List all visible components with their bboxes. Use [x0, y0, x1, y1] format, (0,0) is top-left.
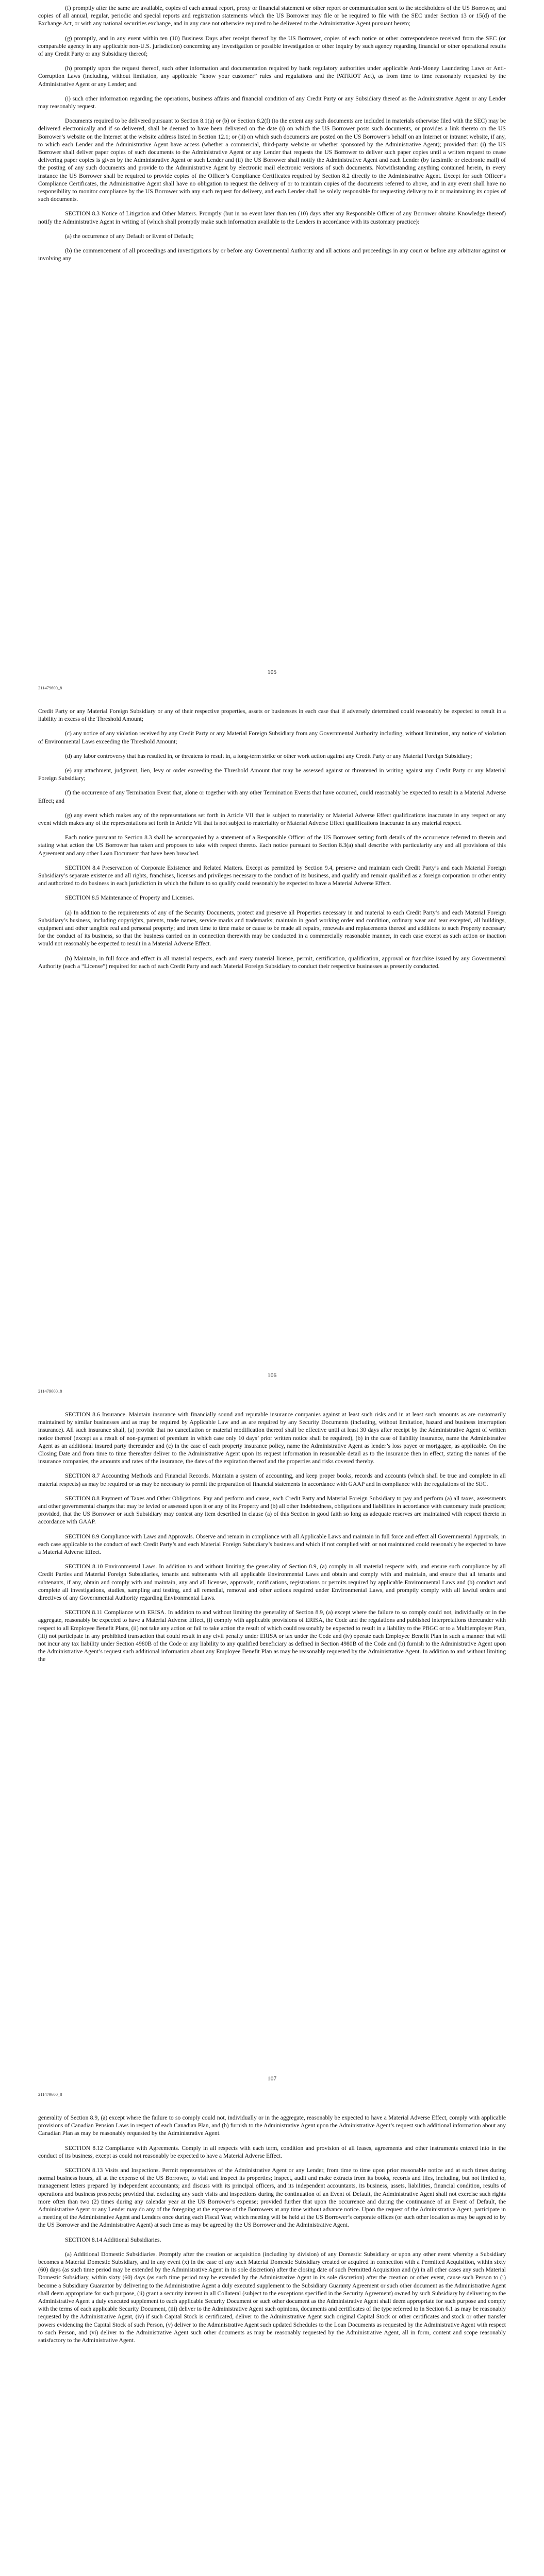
section-heading-paragraph: SECTION 8.11 Compliance with ERISA. In addition to and without limiting the generality of Section 8.9, (a) except where the failure to so comply could not, individually or in the aggregate, reasonably be expected to have a Material Adverse Effect, (i) comply with applicable provisions of ERISA, the Code and the regulations and published interpretations thereunder with respect to all Employee Benefit Plans, (ii) not take any action or fail to take action the result of which could reasonably be expected to result in a liability to the PBGC or to a Multiemployer Plan, (iii) not participate in any prohibited transaction that could result in any civil penalty under ERISA or tax under the Code and (iv) operate each Employee Benefit Plan in such a manner that will not incur any tax liability under Section 4980B of the Code or any liability to any qualified beneficiary as defined in Section 4980B of the Code and (b) furnish to the Administrative Agent upon the Administrative Agent’s request such additional information about any Employee Benefit Plan as may be reasonably requested by the Administrative Agent. In addition to and without limiting the: [38, 1609, 506, 1663]
section-heading-paragraph: SECTION 8.13 Visits and Inspections. Permit representatives of the Administrative Agent or any Lender, from time to time upon prior reasonable notice and at such times during normal business hours, all at the expense of the US Borrower, to visit and inspect its properties; inspect, audit and make extracts from its books, records and files, including, but not limited to, management letters prepared by independent accountants; and discuss with its principal officers, and its independent accountants, its business, assets, liabilities, financial condition, results of operations and business prospects; provided that excluding any such visits and inspections during the continuation of an Event of Default, the Administrative Agent shall not exercise such rights more often than two (2) times during any calendar year at the US Borrower’s expense; provided further that upon the occurrence and during the continuance of an Event of Default, the Administrative Agent or any Lender may do any of the foregoing at the expense of the Borrowers at any time without advance notice. Upon the request of the Administrative Agent, participate in a meeting of the Administrative Agent and Lenders once during each Fiscal Year, which meeting will be held at the US Borrower’s corporate offices (or such other location as may be agreed to by the US Borrower and the Administrative Agent) at such time as may be agreed by the US Borrower and the Administrative Agent.: [38, 2167, 506, 2229]
paragraph: Each notice pursuant to Section 8.3 shall be accompanied by a statement of a Responsible Officer of the US Borrower setting forth details of the occurrence referred to therein and stating what action the US Borrower has taken and proposes to take with respect thereto. Each notice pursuant to Section 8.3(a) shall describe with particularity any and all provisions of this Agreement and any other Loan Document that have been breached.: [38, 834, 506, 857]
page-106: [0, 703, 544, 1406]
paragraph: (a) the occurrence of any Default or Event of Default;: [65, 232, 194, 240]
page-number: 105: [267, 669, 277, 675]
page-number: 106: [267, 1372, 277, 1379]
page-107: [0, 1406, 544, 2110]
document-id: 211479600_8: [38, 2092, 62, 2097]
paragraph: (a) In addition to the requirements of any of the Security Documents, protect and preserve all Properties necessary in and material to each Credit Party’s and each Material Foreign Subsidiary’s business, including copyrights, patents, trade names, service marks and trademarks; maintain in good working order and condition, ordinary wear and tear excepted, all buildings, equipment and other tangible real and personal property; and from time to time make or cause to be made all repairs, renewals and replacements thereof and additions to such Property necessary for the conduct of its business, so that the business carried on in connection therewith may be conducted in a commercially reasonable manner, in each case except as such action or inaction would not reasonably be expected to result in a Material Adverse Effect.: [38, 909, 506, 947]
paragraph: (e) any attachment, judgment, lien, levy or order exceeding the Threshold Amount that may be assessed against or threatened in writing against any Credit Party or any Material Foreign Subsidiary;: [38, 767, 506, 782]
section-heading-paragraph: SECTION 8.3 Notice of Litigation and Other Matters. Promptly (but in no event later than ten (10) days after any Responsible Officer of any Borrower obtains Knowledge thereof) notify the Administrative Agent in writing of (which shall promptly make such information available to the Lenders in accordance with its customary practice):: [38, 210, 506, 225]
document-id: 211479600_8: [38, 1388, 62, 1394]
page-number: 107: [267, 2075, 277, 2082]
page-108: [0, 2110, 544, 2576]
paragraph: (d) any labor controversy that has resulted in, or threatens to result in, a long-term strike or other work action against any Credit Party or any Material Foreign Subsidiary;: [65, 752, 472, 759]
paragraph: (h) promptly upon the request thereof, such other information and documentation required by bank regulatory authorities under applicable Anti-Money Laundering Laws or Anti-Corruption Laws (including, without limitation, any applicable “know your customer” rules and regulations and the PATRIOT Act), as from time to time reasonably requested by the Administrative Agent or any Lender; and: [38, 65, 506, 88]
paragraph: (g) any event which makes any of the representations set forth in Article VII that is subject to materiality or Material Adverse Effect qualifications inaccurate in any respect or any event which makes any of the representations set forth in Article VII that is not subject to materiality or Material Adverse Effect qualifications inaccurate in any material respect.: [38, 811, 506, 827]
paragraph: Documents required to be delivered pursuant to Section 8.1(a) or (b) or Section 8.2(f) (to the extent any such documents are included in materials otherwise filed with the SEC) may be delivered electronically and if so delivered, shall be deemed to have been delivered on the date (i) on which the US Borrower posts such documents, or provides a link thereto on the US Borrower’s website on the Internet at the website address listed in Section 12.1; or (ii) on which such documents are posted on the US Borrower’s behalf on an Internet or intranet website, if any, to which each Lender and the Administrative Agent have access (whether a commercial, third-party website or whether sponsored by the Administrative Agent); provided that: (i) the US Borrower shall deliver paper copies of such documents to the Administrative Agent or any Lender that requests the US Borrower to deliver such paper copies until a written request to cease delivering paper copies is given by the Administrative Agent or such Lender and (ii) the US Borrower shall notify the Administrative Agent and each Lender (by facsimile or electronic mail) of the posting of any such documents and provide to the Administrative Agent by electronic mail electronic versions of such documents. Notwithstanding anything contained herein, in every instance the US Borrower shall be required to provide copies of the Officer’s Compliance Certificates required by Section 8.2 directly to the Administrative Agent. Except for such Officer’s Compliance Certificates, the Administrative Agent shall have no obligation to request the delivery of or to maintain copies of the documents referred to above, and in any event shall have no responsibility to monitor compliance by the US Borrower with any such request for delivery, and each Lender shall be solely responsible for requesting delivery to it or maintaining its copies of such documents.: [38, 117, 506, 203]
paragraph: (i) such other information regarding the operations, business affairs and financial condition of any Credit Party or any Subsidiary thereof as the Administrative Agent or any Lender may reasonably request.: [38, 95, 506, 110]
paragraph: (f) the occurrence of any Termination Event that, alone or together with any other Termination Events that have occurred, could reasonably be expected to result in a Material Adverse Effect; and: [38, 789, 506, 804]
section-heading-paragraph: SECTION 8.12 Compliance with Agreements. Comply in all respects with each term, condition and provision of all leases, agreements and other instruments entered into in the conduct of its business, except as could not reasonably be expected to have a Material Adverse Effect.: [38, 2144, 506, 2159]
section-heading-paragraph: SECTION 8.8 Payment of Taxes and Other Obligations. Pay and perform and cause, each Credit Party and Material Foreign Subsidiary to pay and perform (a) all taxes, assessments and other governmental charges that may be levied or assessed upon it or any of its Property and (b) all other Indebtedness, obligations and liabilities in accordance with customary trade practices; provided, that the US Borrower or such Subsidiary may contest any item described in clause (a) of this Section in good faith so long as adequate reserves are maintained with respect thereto in accordance with GAAP.: [38, 1495, 506, 1526]
section-heading-paragraph: SECTION 8.6 Insurance. Maintain insurance with financially sound and reputable insurance companies against at least such risks and in at least such amounts as are customarily maintained by similar businesses and as may be required by Applicable Law and as are required by any Security Documents (including, without limitation, hazard and business interruption insurance). All such insurance shall, (a) provide that no cancellation or material modification thereof shall be effective until at least 30 days after receipt by the Administrative Agent of written notice thereof (except as a result of non-payment of premium in which case only 10 days’ prior written notice shall be required), (b) in the case of liability insurance, name the Administrative Agent as an additional insured party thereunder and (c) in the case of each property insurance policy, name the Administrative Agent as lender’s loss payee or mortgagee, as applicable. On the Closing Date and from time to time thereafter deliver to the Administrative Agent upon its request information in reasonable detail as to the insurance then in effect, stating the names of the insurance companies, the amounts and rates of the insurance, the dates of the expiration thereof and the properties and risks covered thereby.: [38, 1411, 506, 1465]
section-heading-paragraph: SECTION 8.5 Maintenance of Property and Licenses.: [65, 894, 194, 902]
paragraph: (f) promptly after the same are available, copies of each annual report, proxy or financial statement or other report or communication sent to the stockholders of the US Borrower, and copies of all annual, regular, periodic and special reports and registration statements which the US Borrower may file or be required to file with the SEC under Section 13 or 15(d) of the Exchange Act, or with any national securities exchange, and in any case not otherwise required to be delivered to the Administrative Agent pursuant hereto;: [38, 5, 506, 27]
paragraph: (a) Additional Domestic Subsidiaries. Promptly after the creation or acquisition (including by division) of any Domestic Subsidiary or upon any other event whereby a Subsidiary becomes a Material Domestic Subsidiary, and in any event (x) in the case of any such Material Domestic Subsidiary created or acquired in connection with a Permitted Acquisition, within sixty (60) days (as such time period may be extended by the Administrative Agent in its sole discretion) after the closing date of such Permitted Acquisition and (y) in all other cases any such Material Domestic Subsidiary, within sixty (60) days (as such time period may be extended by the Administrative Agent in its sole discretion) after the creation or other event, cause such Person to (i) become a Subsidiary Guarantor by delivering to the Administrative Agent a duly executed supplement to the Subsidiary Guaranty Agreement or such other document as the Administrative Agent shall deem appropriate for such purpose, (ii) grant a security interest in all Collateral (subject to the exceptions specified in the Security Agreement) owned by such Subsidiary by delivering to the Administrative Agent a duly executed supplement to each applicable Security Document or such other document as the Administrative Agent shall deem appropriate for such purpose and comply with the terms of each applicable Security Document, (iii) deliver to the Administrative Agent such opinions, documents and certificates of the type referred to in Section 6.1 as may be reasonably requested by the Administrative Agent, (iv) if such Capital Stock is certificated, deliver to the Administrative Agent such original Capital Stock or other certificates and stock or other transfer powers evidencing the Capital Stock of such Person, (v) deliver to the Administrative Agent such updated Schedules to the Loan Documents as requested by the Administrative Agent with respect to such Person, and (vi) deliver to the Administrative Agent such other documents as may be reasonably requested by the Administrative Agent, all in form, content and scope reasonably satisfactory to the Administrative Agent.: [38, 2250, 506, 2344]
section-heading-paragraph: SECTION 8.14 Additional Subsidiaries.: [65, 2236, 161, 2243]
section-heading-paragraph: SECTION 8.9 Compliance with Laws and Approvals. Observe and remain in compliance with all Applicable Laws and maintain in full force and effect all Governmental Approvals, in each case applicable to the conduct of each Credit Party’s and each Material Foreign Subsidiary’s business and which if not complied with or not maintained could reasonably be expected to have a Material Adverse Effect.: [38, 1533, 506, 1556]
section-heading-paragraph: SECTION 8.10 Environmental Laws. In addition to and without limiting the generality of Section 8.9, (a) comply in all material respects with, and ensure such compliance by all Credit Parties and Material Foreign Subsidiaries, tenants and subtenants with all applicable Environmental Laws and obtain and comply with and maintain, and ensure that all tenants and subtenants, if any, obtain and comply with and maintain, any and all licenses, approvals, notifications, registrations or permits required by applicable Environmental Laws and (b) conduct and complete all investigations, studies, sampling and testing, and all remedial, removal and other actions required under Environmental Laws, and promptly comply with all lawful orders and directives of any Governmental Authority regarding Environmental Laws.: [38, 1563, 506, 1602]
paragraph: (b) Maintain, in full force and effect in all material respects, each and every material license, permit, certification, qualification, approval or franchise issued by any Governmental Authority (each a “License”) required for each of each Credit Party and each Material Foreign Subsidiary to conduct their respective businesses as presently conducted.: [38, 955, 506, 970]
section-heading-paragraph: SECTION 8.7 Accounting Methods and Financial Records. Maintain a system of accounting, and keep proper books, records and accounts (which shall be true and complete in all material respects) as may be required or as may be necessary to permit the preparation of financial statements in accordance with GAAP and in compliance with the regulations of the SEC.: [38, 1472, 506, 1487]
paragraph: (c) any notice of any violation received by any Credit Party or any Material Foreign Subsidiary from any Governmental Authority including, without limitation, any notice of violation of Environmental Laws exceeding the Threshold Amount;: [38, 730, 506, 745]
document-id: 211479600_8: [38, 685, 62, 690]
paragraph: (g) promptly, and in any event within ten (10) Business Days after receipt thereof by the US Borrower, copies of each notice or other correspondence received from the SEC (or comparable agency in any applicable non-U.S. jurisdiction) concerning any investigation or possible investigation or other inquiry by such agency regarding financial or other operational results of any Credit Party or any Subsidiary thereof;: [38, 35, 506, 58]
paragraph: Credit Party or any Material Foreign Subsidiary or any of their respective properties, assets or businesses in each case that if adversely determined could reasonably be expected to result in a liability in excess of the Threshold Amount;: [38, 708, 506, 723]
section-heading-paragraph: SECTION 8.4 Preservation of Corporate Existence and Related Matters. Except as permitted by Section 9.4, preserve and maintain each Credit Party’s and each Material Foreign Subsidiary’s separate existence and all rights, franchises, licenses and privileges necessary to the conduct of its business, and qualify and remain qualified as a foreign corporation or other entity and authorized to do business in each jurisdiction in which the failure to so qualify could reasonably be expected to have a Material Adverse Effect.: [38, 864, 506, 887]
page-105: [0, 0, 544, 703]
paragraph: (b) the commencement of all proceedings and investigations by or before any Governmental Authority and all actions and proceedings in any court or before any arbitrator against or involving any: [38, 247, 506, 262]
paragraph: generality of Section 8.9, (a) except where the failure to so comply could not, individually or in the aggregate, reasonably be expected to have a Material Adverse Effect, comply with applicable provisions of Canadian Pension Laws in respect of each Canadian Plan, and (b) furnish to the Administrative Agent upon the Administrative Agent’s request such additional information about any Canadian Plan as may be reasonably requested by the Administrative Agent.: [38, 2114, 506, 2137]
